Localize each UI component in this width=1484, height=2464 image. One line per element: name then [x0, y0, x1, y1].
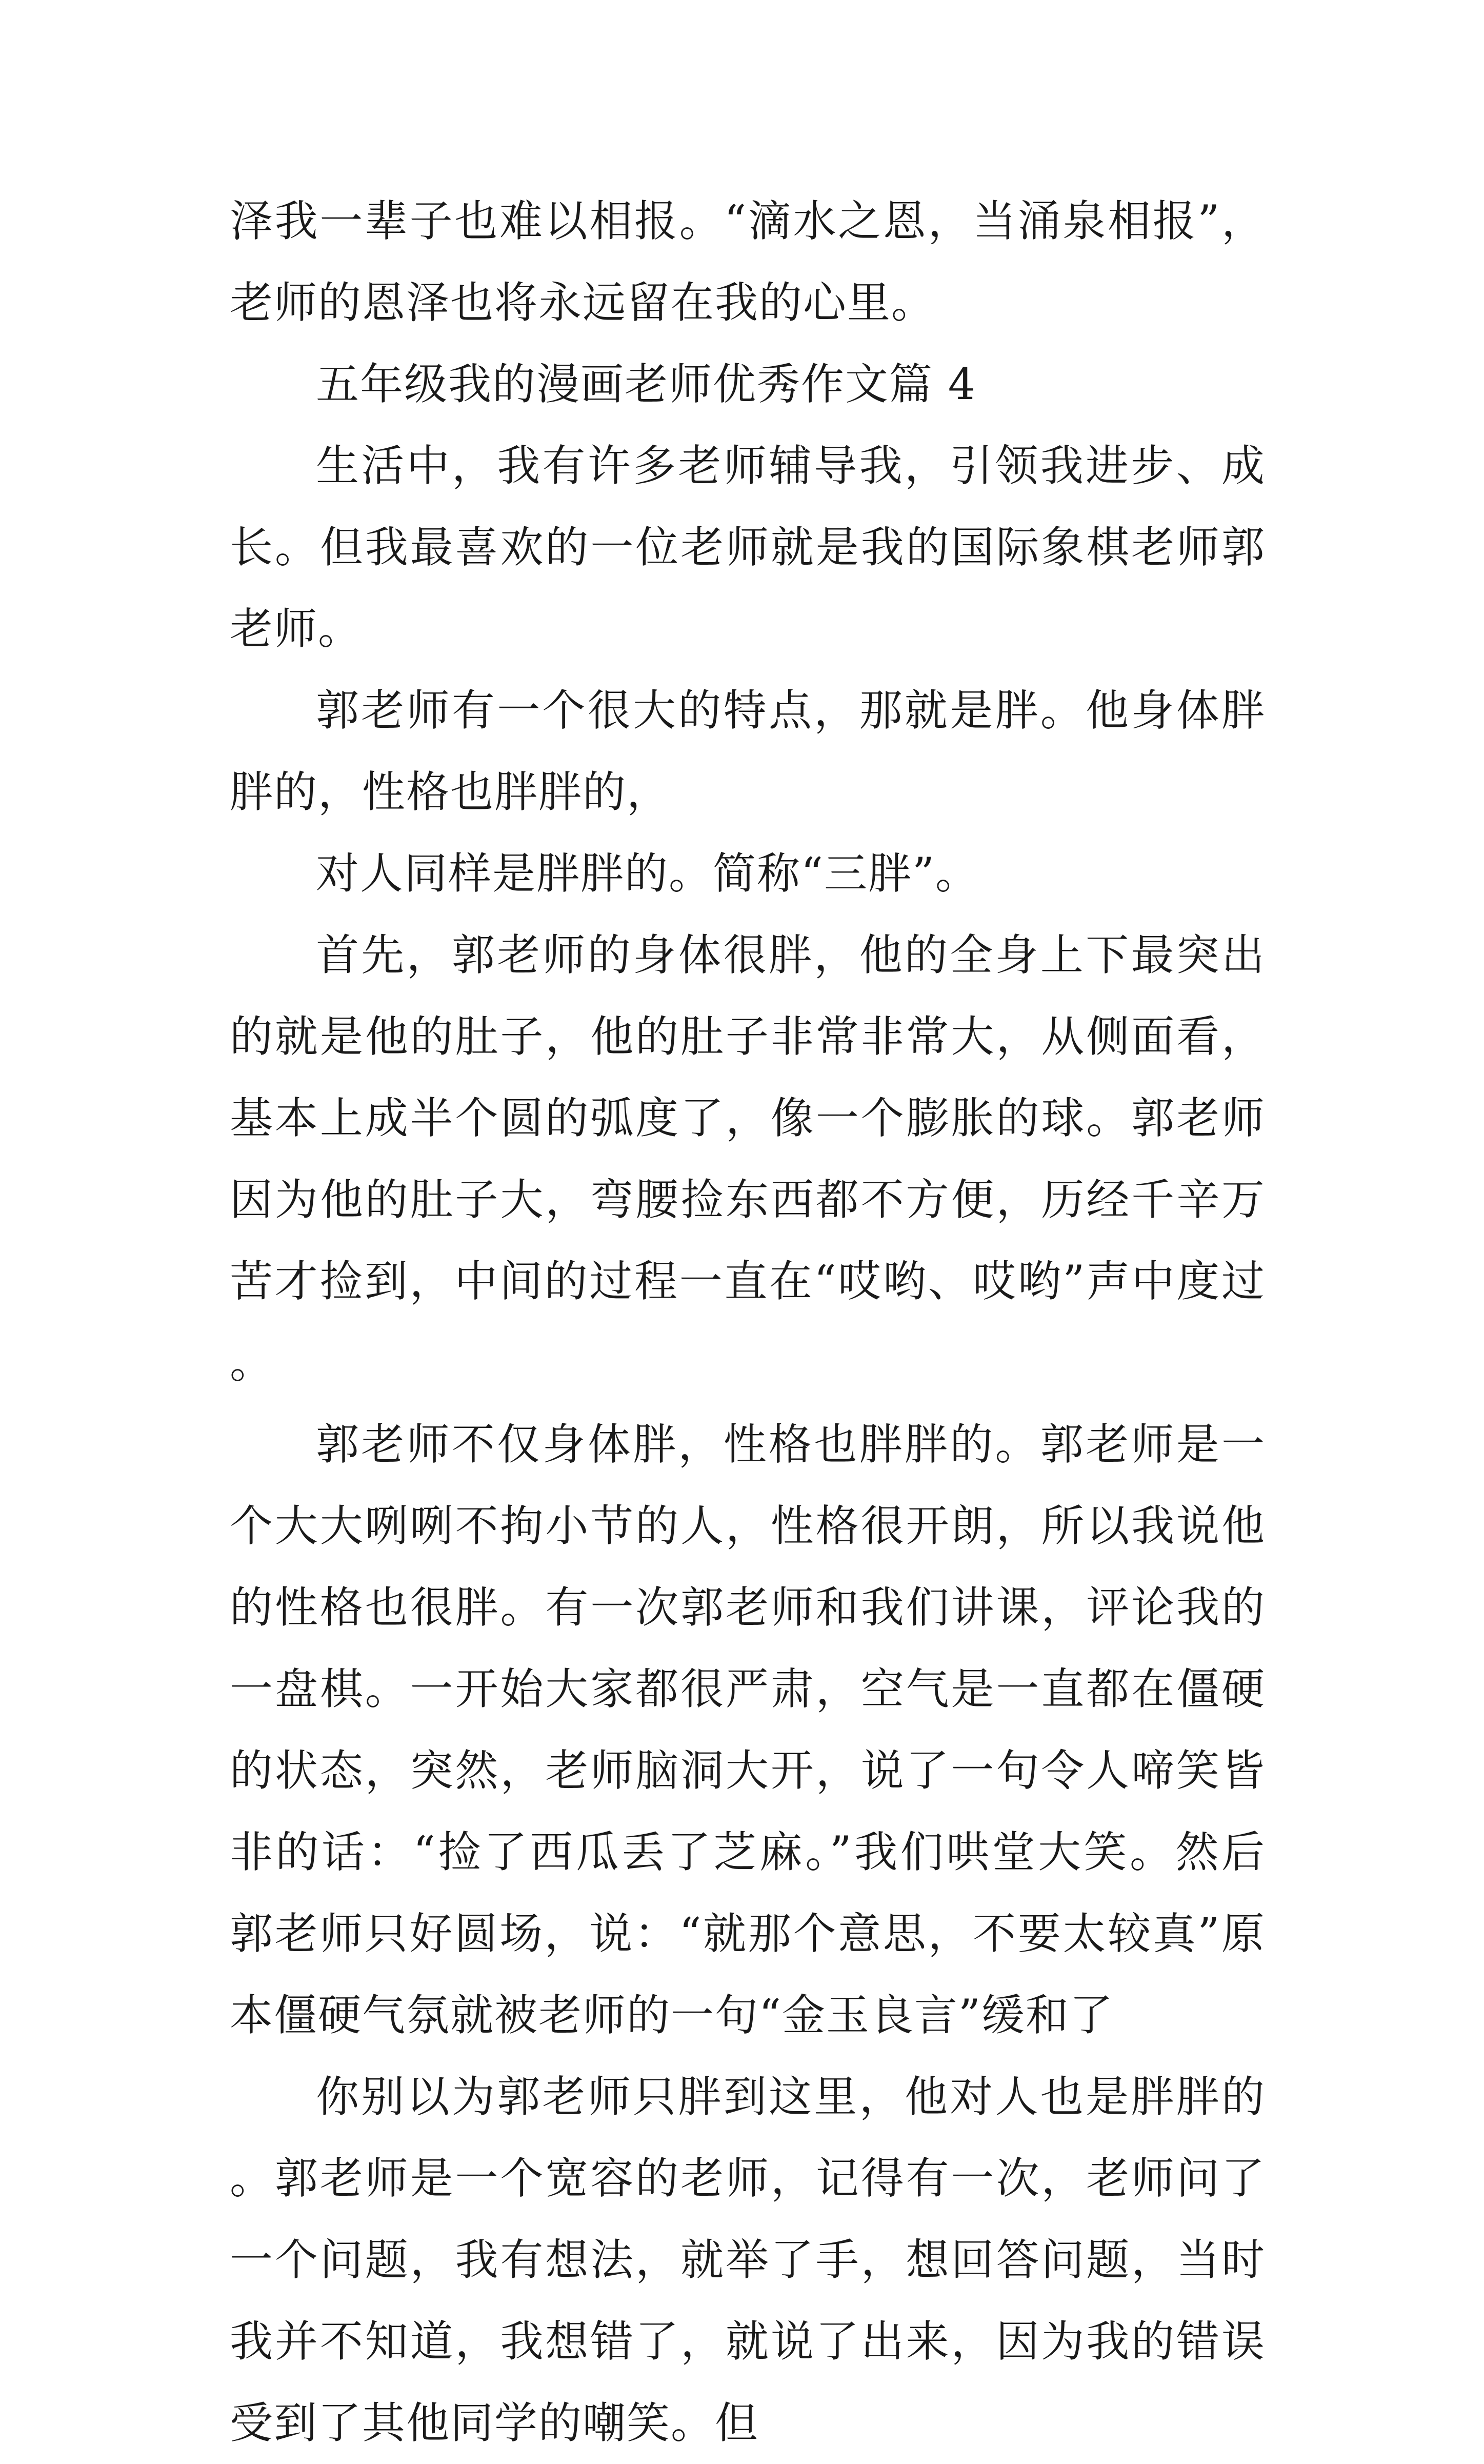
- paragraph: 首先，郭老师的身体很胖，他的全身上下最突出的就是他的肚子，他的肚子非常非常大，从侧面看，基本上成半个圆的弧度了，像一个膨胀的球。郭老师因为他的肚子大，弯腰捡东西都不方便，历经千辛万苦才捡到，中间的过程一直在“哎哟、哎哟”声中度过。: [230, 930, 1266, 1388]
- paragraph: 郭老师不仅身体胖，性格也胖胖的。郭老师是一个大大咧咧不拘小节的人，性格很开朗，所以我说他的性格也很胖。有一次郭老师和我们讲课，评论我的一盘棋。一开始大家都很严肃，空气是一直都在僵硬的状态，突然，老师脑洞大开，说了一句令人啼笑皆非的话：“捡了西瓜丢了芝麻。”我们哄堂大笑。然后郭老师只好圆场，说：“就那个意思，不要太较真”原本僵硬气氛就被老师的一句“金玉良言”缓和了: [230, 1419, 1266, 2040]
- paragraph: 泽我一辈子也难以相报。“滴水之恩，当涌泉相报”，老师的恩泽也将永远留在我的心里。: [230, 196, 1266, 328]
- paragraph: 郭老师有一个很大的特点，那就是胖。他身体胖胖的，性格也胖胖的，: [230, 685, 1266, 817]
- paragraph: 你别以为郭老师只胖到这里，他对人也是胖胖的。郭老师是一个宽容的老师，记得有一次，老师问了一个问题，我有想法，就举了手，想回答问题，当时我并不知道，我想错了，就说了出来，因为我的错误受到了其他同学的嘲笑。但: [230, 2072, 1266, 2448]
- document-body: [230, 181, 1266, 2464]
- section-heading: 五年级我的漫画老师优秀作文篇 4: [316, 359, 977, 409]
- paragraph: 生活中，我有许多老师辅导我，引领我进步、成长。但我最喜欢的一位老师就是我的国际象棋老师郭老师。: [230, 441, 1266, 654]
- paragraph: 对人同样是胖胖的。简称“三胖”。: [316, 848, 979, 899]
